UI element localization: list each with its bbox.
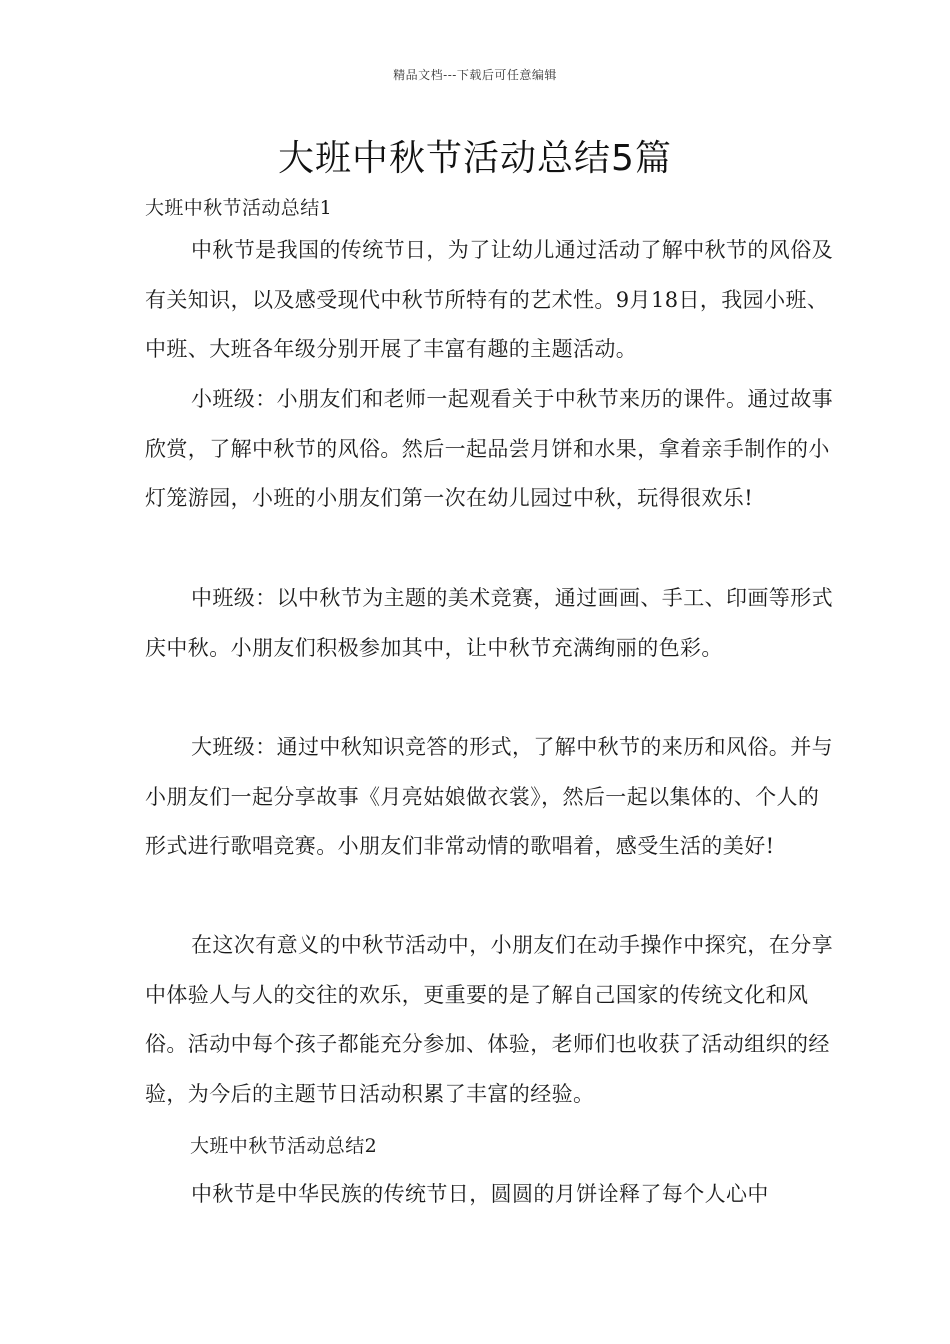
section-1-paragraph-3 <box>145 574 835 673</box>
section-1-paragraph-2 <box>145 375 835 524</box>
paragraph: 小班级：小朋友们和老师一起观看关于中秋节来历的课件。通过故事欣赏，了解中秋节的风俗。然后一起品尝月饼和水果，拿着亲手制作的小灯笼游园，小班的小朋友们第一次在幼儿园过中秋，玩得很欢乐! <box>145 387 833 510</box>
section-1-paragraph-5 <box>145 921 835 1119</box>
document-title: 大班中秋节活动总结5篇 <box>278 138 672 179</box>
section-heading: 大班中秋节活动总结1 <box>145 197 333 219</box>
section-2-heading-block <box>145 1122 835 1172</box>
paragraph: 中秋节是中华民族的传统节日，圆圆的月饼诠释了每个人心中 <box>191 1182 769 1206</box>
paragraph: 大班级：通过中秋知识竞答的形式，了解中秋节的来历和风俗。并与小朋友们一起分享故事《月亮姑娘做衣裳》，然后一起以集体的、个人的形式进行歌唱竞赛。小朋友们非常动情的歌唱着，感受生活的美好! <box>145 735 833 858</box>
page-header: 精品文档---下载后可任意编辑 <box>393 68 557 82</box>
paragraph: 中秋节是我国的传统节日，为了让幼儿通过活动了解中秋节的风俗及有关知识，以及感受现代中秋节所特有的艺术性。9月18日，我园小班、中班、大班各年级分别开展了丰富有趣的主题活动。 <box>145 238 833 361</box>
paragraph: 中班级：以中秋节为主题的美术竞赛，通过画画、手工、印画等形式庆中秋。小朋友们积极参加其中，让中秋节充满绚丽的色彩。 <box>145 586 833 660</box>
section-heading: 大班中秋节活动总结2 <box>190 1135 378 1157</box>
section-2-paragraph-1 <box>145 1170 835 1220</box>
paragraph: 在这次有意义的中秋节活动中，小朋友们在动手操作中探究，在分享中体验人与人的交往的欢乐，更重要的是了解自己国家的传统文化和风俗。活动中每个孩子都能充分参加、体验，老师们也收获了活动组织的经验，为今后的主题节日活动积累了丰富的经验。 <box>145 933 833 1106</box>
section-1-paragraph-1 <box>145 226 835 375</box>
section-1-paragraph-4 <box>145 723 835 872</box>
